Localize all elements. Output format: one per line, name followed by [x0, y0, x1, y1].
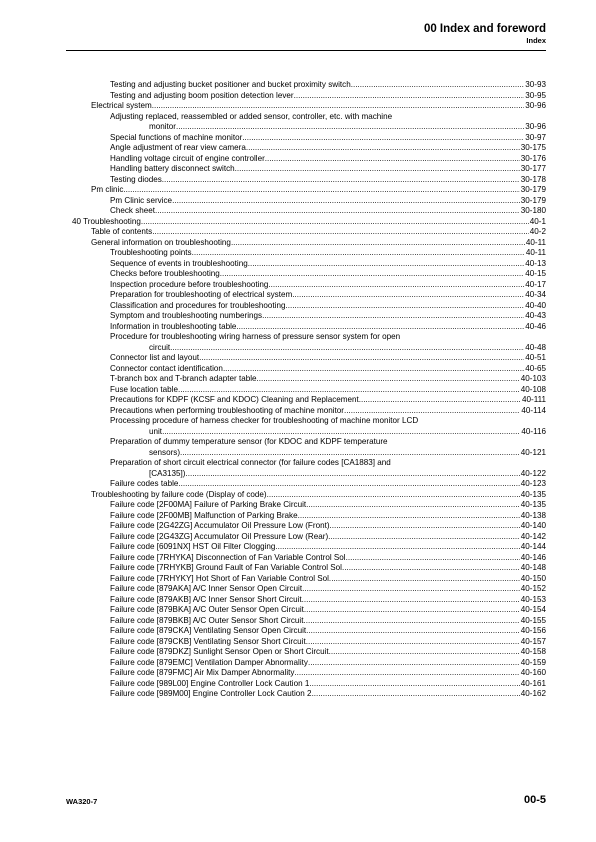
toc-leader-dots: [294, 668, 519, 679]
toc-entry[interactable]: [110, 206, 546, 217]
toc-leader-dots: [298, 511, 520, 522]
toc-entry-title: Sequence of events in troubleshooting: [110, 258, 248, 268]
toc-entry-title: Testing and adjusting boom position detection lever: [110, 90, 294, 100]
toc-leader-dots: [185, 469, 519, 480]
toc-entry-title: Connector list and layout: [110, 353, 200, 362]
toc-leader-dots: [123, 185, 519, 196]
toc-leader-dots: [235, 164, 520, 175]
toc-entry-page: 40-140: [520, 521, 546, 530]
toc-entry[interactable]: [110, 595, 546, 606]
toc-entry-page: 40-111: [522, 395, 546, 404]
toc-entry[interactable]: [110, 406, 546, 417]
toc-entry-page: 40-17: [525, 279, 546, 289]
toc-entry[interactable]: [110, 91, 546, 102]
toc-entry-title: Processing procedure of harness checker for troubleshooting of machine monitor LCD: [110, 416, 419, 425]
toc-entry-title: Testing and adjusting bucket positioner and bucket proximity switch: [110, 80, 351, 89]
toc-leader-dots: [242, 133, 524, 144]
toc-entry[interactable]: [110, 164, 546, 175]
toc-entry-page: 30-96: [525, 122, 546, 131]
toc-entry[interactable]: [91, 227, 546, 238]
toc-entry[interactable]: [110, 668, 546, 679]
toc-entry-title: Symptom and troubleshooting numberings: [110, 311, 263, 320]
toc-entry-page: 40-51: [525, 353, 546, 362]
toc-entry-title: Failure code [879BKB] A/C Outer Sensor Short Circuit: [110, 615, 304, 625]
toc-entry[interactable]: [149, 448, 546, 459]
toc-leader-dots: [294, 91, 525, 102]
toc-entry-page: 40-159: [520, 657, 546, 667]
toc-leader-dots: [223, 364, 524, 375]
toc-entry[interactable]: [110, 259, 546, 270]
toc-leader-dots: [304, 605, 520, 616]
toc-entry[interactable]: [110, 353, 546, 364]
toc-leader-dots: [170, 343, 524, 354]
toc-entry-title: Failure code [7RHYKB] Ground Fault of Fan Variable Control Sol.: [110, 563, 345, 572]
toc-entry-title: General information on troubleshooting: [91, 237, 231, 247]
toc-entry[interactable]: [110, 437, 546, 448]
toc-entry-page: 40-103: [520, 374, 546, 383]
toc-entry-title: Precautions when performing troubleshooting of machine monitor: [110, 405, 344, 415]
toc-entry[interactable]: [149, 469, 546, 480]
toc-leader-dots: [180, 448, 520, 459]
toc-leader-dots: [285, 301, 524, 312]
toc-entry-page: 30-96: [525, 101, 546, 110]
toc-entry-title: monitor: [149, 122, 176, 131]
toc-entry-title: Fuse location table: [110, 384, 178, 394]
toc-entry-title: [CA3135]): [149, 468, 186, 478]
toc-entry[interactable]: [110, 80, 546, 91]
toc-leader-dots: [199, 353, 524, 364]
toc-leader-dots: [248, 259, 525, 270]
toc-entry[interactable]: [110, 322, 546, 333]
toc-entry-page: 30-176: [520, 153, 546, 163]
toc-leader-dots: [302, 584, 520, 595]
toc-entry[interactable]: [110, 290, 546, 301]
toc-entry-title: Failure code [879EMC] Ventilation Damper Abnormality: [110, 657, 308, 667]
toc-leader-dots: [152, 227, 529, 238]
toc-leader-dots: [267, 490, 520, 501]
toc-entry-page: 30-97: [525, 132, 546, 142]
toc-leader-dots: [348, 553, 520, 564]
toc-entry-page: 40-34: [525, 290, 546, 299]
toc-entry-title: Failure code [989M00] Engine Controller Lock Caution 2: [110, 689, 312, 698]
toc-leader-dots: [152, 101, 525, 112]
toc-leader-dots: [155, 206, 520, 217]
toc-entry-page: 40-160: [520, 668, 546, 677]
toc-entry-title: Failure code [879AKB] A/C Inner Sensor Short Circuit: [110, 594, 302, 604]
toc-entry-page: 40-157: [520, 636, 546, 646]
toc-entry-page: 40-156: [520, 626, 546, 635]
toc-entry[interactable]: [110, 112, 546, 123]
toc-leader-dots: [176, 122, 524, 133]
toc-entry-title: Failure code [879AKA] A/C Inner Sensor Open Circuit: [110, 584, 303, 593]
section-subtitle: Index: [526, 36, 546, 45]
toc-entry[interactable]: [110, 458, 546, 469]
toc-entry-title: Failure code [879CKA] Ventilating Sensor Open Circuit: [110, 626, 307, 635]
toc-entry-title: Failure code [2G43ZG] Accumulator Oil Pressure Low (Rear): [110, 531, 329, 541]
toc-entry[interactable]: [91, 490, 546, 501]
toc-leader-dots: [331, 574, 520, 585]
toc-entry[interactable]: [91, 185, 546, 196]
toc-entry-title: unit: [149, 426, 163, 436]
toc-entry-page: 30-93: [525, 80, 546, 89]
toc-entry-title: Failure code [2G42ZG] Accumulator Oil Pressure Low (Front): [110, 521, 330, 530]
toc-leader-dots: [306, 637, 520, 648]
toc-entry-title: Procedure for troubleshooting wiring harness of pressure sensor system for open: [110, 332, 401, 341]
toc-entry-page: 40-11: [525, 237, 546, 247]
toc-entry-page: 30-95: [525, 90, 546, 100]
toc-entry[interactable]: [110, 364, 546, 375]
footer-model: WA320-7: [66, 797, 98, 806]
toc-leader-dots: [302, 595, 520, 606]
toc-entry[interactable]: [91, 238, 546, 249]
toc-entry-page: 40-158: [520, 647, 546, 656]
toc-leader-dots: [306, 626, 520, 637]
toc-entry-page: 40-162: [520, 689, 546, 698]
toc-leader-dots: [162, 175, 520, 186]
toc-entry[interactable]: [110, 584, 546, 595]
toc-entry-title: Handling battery disconnect switch: [110, 164, 235, 173]
toc-leader-dots: [351, 80, 525, 91]
toc-leader-dots: [268, 280, 524, 291]
toc-entry-title: Table of contents: [91, 227, 153, 236]
toc-entry-title: Failure code [879CKB] Ventilating Sensor Short Circuit: [110, 636, 306, 646]
toc-leader-dots: [220, 269, 525, 280]
toc-entry-title: Testing diodes: [110, 174, 162, 184]
toc-entry[interactable]: [110, 511, 546, 522]
toc-entry-page: 40-146: [520, 552, 546, 562]
toc-leader-dots: [329, 647, 520, 658]
toc-entry-page: 40-116: [521, 426, 546, 436]
toc-entry-page: 40-11: [525, 248, 546, 257]
toc-entry[interactable]: [110, 553, 546, 564]
toc-entry-title: Special functions of machine monitor: [110, 132, 243, 142]
toc-entry-title: 40 Troubleshooting: [72, 216, 141, 226]
toc-entry-title: Electrical system: [91, 101, 152, 110]
toc-leader-dots: [178, 479, 519, 490]
toc-entry-title: circuit: [149, 342, 171, 352]
toc-entry-title: Troubleshooting by failure code (Display of code): [91, 489, 267, 499]
toc-entry[interactable]: [110, 248, 546, 259]
toc-entry-page: 30-179: [520, 195, 546, 205]
section-title: 00 Index and foreword: [423, 23, 546, 35]
toc-entry[interactable]: [110, 605, 546, 616]
toc-entry-page: 40-114: [521, 405, 546, 415]
toc-entry[interactable]: [110, 416, 546, 427]
toc-leader-dots: [309, 679, 519, 690]
toc-entry[interactable]: [110, 385, 546, 396]
toc-entry[interactable]: [110, 689, 546, 700]
toc-leader-dots: [303, 616, 519, 627]
toc-entry-title: Information in troubleshooting table: [110, 321, 237, 331]
toc-entry[interactable]: [110, 196, 546, 207]
toc-entry[interactable]: [110, 563, 546, 574]
toc-entry-page: 40-144: [520, 542, 546, 551]
toc-leader-dots: [359, 395, 521, 406]
toc-leader-dots: [308, 658, 520, 669]
toc-entry[interactable]: [110, 679, 546, 690]
toc-entry-title: Failure code [2F00MB] Malfunction of Parking Brake: [110, 510, 298, 520]
toc-entry[interactable]: [110, 374, 546, 385]
toc-leader-dots: [262, 311, 524, 322]
toc-entry-title: Classification and procedures for troubleshooting: [110, 300, 286, 310]
toc-entry-title: Check sheet: [110, 206, 155, 215]
toc-leader-dots: [257, 374, 520, 385]
toc-entry[interactable]: [110, 637, 546, 648]
toc-entry[interactable]: [110, 395, 546, 406]
toc-entry-title: Failure code [2F00MA] Failure of Parking Brake Circuit: [110, 500, 307, 509]
toc-entry-title: Adjusting replaced, reassembled or added sensor, controller, etc. with machine: [110, 111, 393, 121]
toc-entry-page: 30-177: [520, 164, 546, 173]
toc-entry-page: 40-148: [520, 563, 546, 572]
toc-entry-page: 40-40: [525, 300, 546, 310]
toc-entry-title: Troubleshooting points: [110, 248, 192, 257]
toc-entry[interactable]: [110, 269, 546, 280]
toc-entry-page: 40-135: [520, 489, 546, 499]
toc-entry-title: Failure code [7RHYKA] Disconnection of Fan Variable Control Sol.: [110, 552, 348, 562]
toc-entry-title: Failure code [989L00] Engine Controller Lock Caution 1: [110, 678, 310, 688]
toc-entry-title: Checks before troubleshooting: [110, 269, 220, 278]
toc-leader-dots: [178, 385, 520, 396]
toc-leader-dots: [330, 521, 520, 532]
toc-entry-title: Inspection procedure before troubleshooting: [110, 279, 269, 289]
toc-entry[interactable]: [110, 133, 546, 144]
toc-entry-title: Connector contact identification: [110, 363, 223, 373]
toc-entry-title: Handling voltage circuit of engine controller: [110, 153, 265, 163]
footer-page-number: 00-5: [523, 794, 546, 806]
toc-entry-title: Angle adjustment of rear view camera: [110, 143, 246, 152]
toc-entry[interactable]: [149, 343, 546, 354]
toc-leader-dots: [275, 542, 519, 553]
toc-entry-title: Preparation for troubleshooting of electrical system: [110, 290, 293, 299]
toc-leader-dots: [328, 532, 520, 543]
toc-entry[interactable]: [110, 280, 546, 291]
toc-entry-page: 40-142: [520, 531, 546, 541]
toc-leader-dots: [236, 322, 524, 333]
toc-entry-page: 40-121: [520, 447, 546, 457]
toc-entry-title: Failure code [879FMC] Air Mix Damper Abnormality: [110, 668, 295, 677]
toc-entry[interactable]: [110, 301, 546, 312]
toc-entry-title: Preparation of dummy temperature sensor (for KDOC and KDPF temperature: [110, 437, 388, 446]
toc-entry-page: 40-65: [525, 363, 546, 373]
toc-leader-dots: [172, 196, 520, 207]
toc-leader-dots: [306, 500, 520, 511]
toc-entry[interactable]: [110, 154, 546, 165]
toc-leader-dots: [292, 290, 524, 301]
toc-entry-title: Failure code [7RHYKY] Hot Short of Fan Variable Control Sol.: [110, 573, 332, 583]
toc-entry-page: 30-178: [520, 174, 546, 184]
toc-leader-dots: [344, 563, 520, 574]
toc-entry-title: Pm clinic: [91, 185, 124, 194]
toc-entry-title: Pm Clinic service: [110, 195, 173, 205]
toc-entry[interactable]: [72, 217, 546, 228]
header-divider: [66, 50, 546, 51]
toc-entry-page: 40-46: [525, 321, 546, 331]
toc-entry[interactable]: [110, 647, 546, 658]
toc-entry-page: 30-180: [520, 206, 546, 215]
toc-entry-page: 40-123: [520, 479, 546, 488]
toc-entry-page: 40-153: [520, 594, 546, 604]
toc-entry[interactable]: [110, 532, 546, 543]
toc-entry[interactable]: [149, 427, 546, 438]
toc-entry-page: 40-1: [529, 216, 546, 226]
toc-entry-page: 30-179: [520, 185, 546, 194]
toc-entry[interactable]: [110, 143, 546, 154]
toc-entry-page: 40-15: [525, 269, 546, 278]
toc-entry-title: Failure code [6091NX] HST Oil Filter Clogging: [110, 542, 276, 551]
toc-leader-dots: [162, 427, 520, 438]
toc-leader-dots: [192, 248, 525, 259]
toc-entry-page: 40-150: [520, 573, 546, 583]
toc-entry-title: T-branch box and T-branch adapter table: [110, 374, 257, 383]
toc-entry[interactable]: [110, 500, 546, 511]
page-header: [424, 22, 546, 46]
toc-entry-page: 40-43: [525, 311, 546, 320]
toc-leader-dots: [231, 238, 525, 249]
toc-entry[interactable]: [149, 122, 546, 133]
toc-entry-page: 40-138: [520, 510, 546, 520]
toc-entry[interactable]: [110, 175, 546, 186]
toc-entry[interactable]: [110, 521, 546, 532]
toc-leader-dots: [246, 143, 520, 154]
toc-entry-page: 30-175: [520, 143, 546, 152]
toc-entry-title: Failure code [879BKA] A/C Outer Sensor Open Circuit: [110, 605, 304, 614]
toc-entry-title: Preparation of short circuit electrical connector (for failure codes [CA1883] and: [110, 458, 391, 467]
toc-entry-page: 40-135: [520, 500, 546, 509]
toc-entry[interactable]: [110, 658, 546, 669]
toc-entry[interactable]: [110, 479, 546, 490]
toc-entry-page: 40-155: [520, 615, 546, 625]
toc-entry-title: Failure codes table: [110, 479, 179, 488]
toc-entry[interactable]: [110, 542, 546, 553]
toc-entry-page: 40-2: [529, 227, 546, 236]
toc-entry-page: 40-154: [520, 605, 546, 614]
toc-entry-page: 40-13: [525, 258, 546, 268]
toc-entry[interactable]: [110, 574, 546, 585]
toc-leader-dots: [312, 689, 520, 700]
toc-entry[interactable]: [91, 101, 546, 112]
toc-entry-page: 40-48: [525, 342, 546, 352]
toc-entry-page: 40-108: [520, 384, 546, 394]
toc-entry[interactable]: [110, 311, 546, 322]
toc-entry-title: sensors): [149, 447, 181, 457]
toc-entry-page: 40-161: [520, 678, 546, 688]
toc-leader-dots: [141, 217, 529, 228]
toc-entry-page: 40-122: [520, 468, 546, 478]
toc-leader-dots: [265, 154, 520, 165]
toc-entry-title: Failure code [879DKZ] Sunlight Sensor Open or Short Circuit: [110, 647, 329, 656]
toc-entry[interactable]: [110, 332, 546, 343]
toc-entry-title: Precautions for KDPF (KCSF and KDOC) Cleaning and Replacement: [110, 395, 359, 404]
toc-leader-dots: [344, 406, 520, 417]
toc-entry[interactable]: [110, 616, 546, 627]
toc-entry-page: 40-152: [520, 584, 546, 593]
toc-entry[interactable]: [110, 626, 546, 637]
